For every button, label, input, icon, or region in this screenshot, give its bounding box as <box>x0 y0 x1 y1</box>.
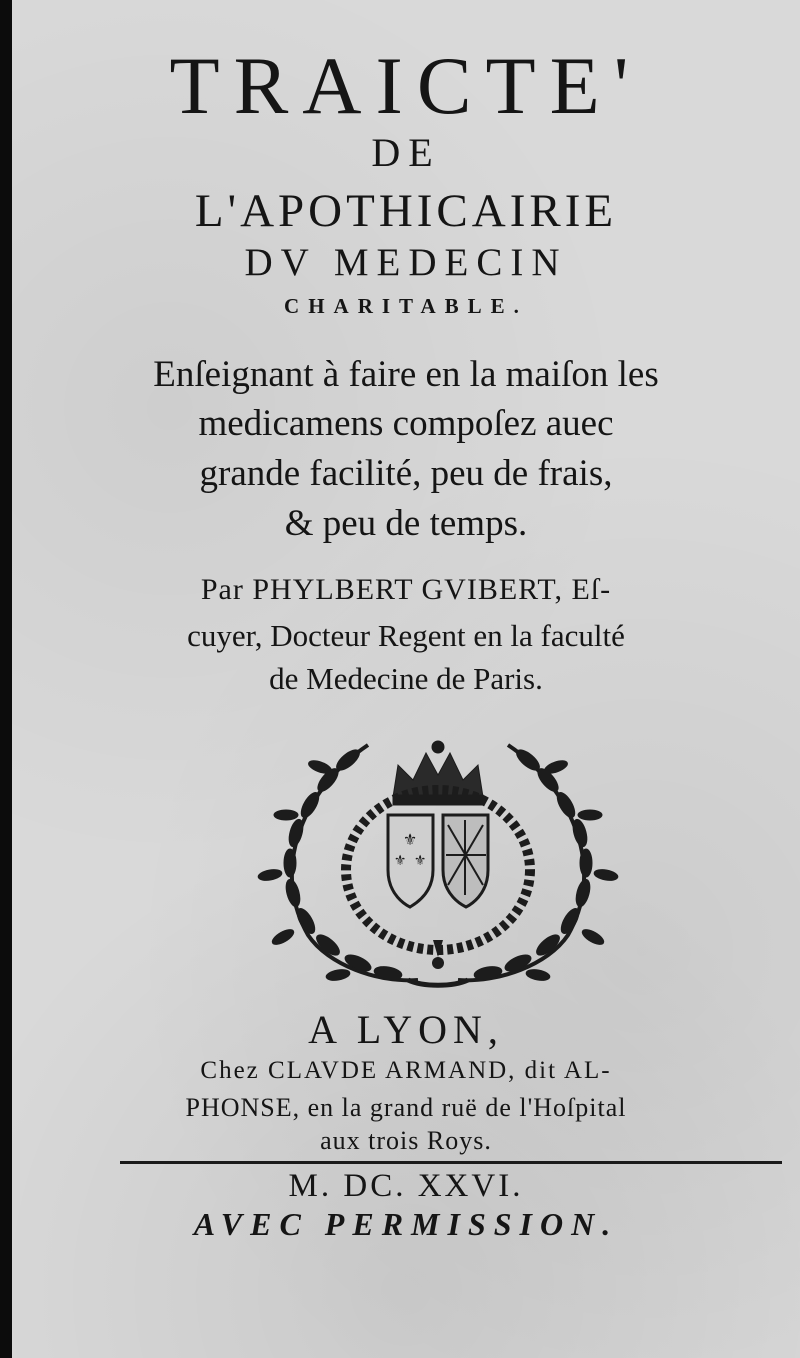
royal-arms-emblem <box>248 725 628 995</box>
book-title-de: DE <box>371 130 441 175</box>
subtitle-line: & peu de temps. <box>284 503 528 544</box>
ribbon-icon <box>408 980 468 985</box>
svg-text:⚜: ⚜ <box>413 853 427 869</box>
subtitle-line: medicamens compoſez auec <box>198 403 614 444</box>
author-line: de Medecine de Paris. <box>269 661 543 696</box>
shield-navarre-icon <box>443 815 488 907</box>
book-title: TRAICTE' <box>169 40 643 131</box>
imprint-line: PHONSE, en la grand ruë de l'Hoſpital <box>185 1093 627 1122</box>
permission-line: AVEC PERMISSION. <box>193 1206 619 1242</box>
author-line: Par PHYLBERT GVIBERT, Eſ- <box>200 573 612 606</box>
publication-date: M. DC. XXVI. <box>288 1168 524 1204</box>
book-title-apothicairie: L'APOTHICAIRIE <box>194 185 618 237</box>
svg-text:⚜: ⚜ <box>402 830 418 849</box>
book-title-du-medecin: DV MEDECIN <box>244 241 568 284</box>
subtitle-line: grande facilité, peu de frais, <box>199 453 613 494</box>
shield-france-icon <box>388 815 433 907</box>
subtitle-line: Enſeignant à faire en la maiſon les <box>153 354 659 395</box>
imprint-line: Chez CLAVDE ARMAND, dit AL- <box>200 1057 612 1084</box>
divider-rule <box>120 1161 782 1164</box>
order-collar-icon <box>346 790 530 950</box>
title-page <box>12 0 800 1358</box>
book-title-charitable: CHARITABLE. <box>284 294 528 318</box>
imprint-line: aux trois Roys. <box>320 1126 492 1155</box>
imprint-place: A LYON, <box>308 1007 504 1052</box>
svg-text:⚜: ⚜ <box>393 853 407 869</box>
author-line: cuyer, Docteur Regent en la faculté <box>187 618 625 653</box>
